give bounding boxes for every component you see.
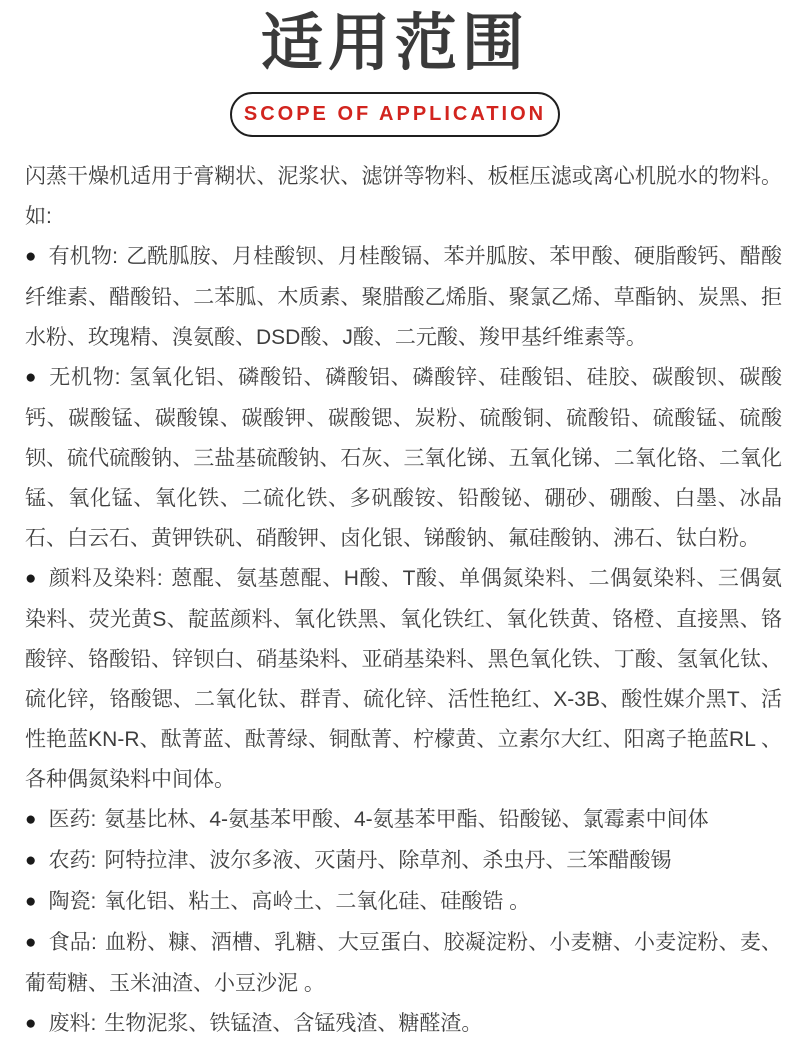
category-items: 阿特拉津、波尔多液、灭菌丹、除草剂、杀虫丹、三笨醋酸锡 <box>104 849 672 872</box>
bullet-icon: ● <box>25 850 37 871</box>
bullet-icon: ● <box>25 367 38 388</box>
category-row-inorganic <box>25 358 782 559</box>
category-items: 乙酰胍胺、月桂酸钡、月桂酸镉、苯并胍胺、苯甲酸、硬脂酸钙、醋酸纤维素、醋酸铅、二苯胍、木质素、聚腊酸乙烯脂、聚氯乙烯、草酯钠、炭黑、拒水粉、玫瑰精、溴氨酸、DSD酸、J酸、二元酸、羧甲基纤维素等。 <box>25 245 782 349</box>
category-row-pesticide <box>25 841 782 882</box>
category-label: 颜料及染料: <box>49 567 163 590</box>
category-row-organic <box>25 237 782 358</box>
category-row-pigments-dyes <box>25 559 782 800</box>
category-row-food <box>25 923 782 1004</box>
category-label: 陶瓷: <box>48 890 97 913</box>
body-text <box>25 157 782 1045</box>
page-title: 适用范围 <box>260 9 529 78</box>
category-items: 生物泥浆、铁锰渣、含锰残渣、糖醛渣。 <box>104 1012 483 1035</box>
category-items: 蒽醌、氨基蒽醌、H酸、T酸、单偶氮染料、二偶氨染料、三偶氨染料、荧光黄S、靛蓝颜料、氧化铁黑、氧化铁红、氧化铁黄、铬橙、直接黑、铬酸锌、铬酸铅、锌钡白、硝基染料、亚硝基染料、黑色氧化铁、丁酸、氢氧化钛、硫化锌，铬酸锶、二氧化钛、群青、硫化锌、活性艳红、X-3B、酸性媒介黑T、活性艳蓝KN-R、酞菁蓝、酞菁绿、铜酞菁、柠檬黄、立素尔大红、阳离子艳蓝RL 、各种偶氮染料中间体。 <box>25 567 782 791</box>
bullet-icon: ● <box>25 246 37 267</box>
bullet-icon: ● <box>25 809 37 830</box>
category-items: 氨基比林、4-氨基苯甲酸、4-氨基苯甲酯、铅酸铋、氯霉素中间体 <box>104 808 709 831</box>
bullet-icon: ● <box>25 891 37 912</box>
category-row-ceramics <box>25 882 782 923</box>
subtitle-banner <box>230 92 560 137</box>
category-items: 氧化铝、粘土、高岭土、二氧化硅、硅酸锆 。 <box>104 890 531 913</box>
category-label: 废料: <box>48 1012 97 1035</box>
category-label: 无机物: <box>49 366 121 389</box>
intro-paragraph: 闪蒸干燥机适用于膏糊状、泥浆状、滤饼等物料、板框压滤或离心机脱水的物料。如: <box>25 165 782 228</box>
category-items: 血粉、糠、酒槽、乳糖、大豆蛋白、胶凝淀粉、小麦糖、小麦淀粉、麦、葡萄糖、玉米油渣、小豆沙泥 。 <box>25 931 782 995</box>
subtitle-text: SCOPE OF APPLICATION <box>243 103 547 125</box>
category-row-medicine <box>25 800 782 841</box>
category-row-waste <box>25 1004 782 1045</box>
scope-of-application-page <box>0 6 790 1035</box>
category-label: 医药: <box>48 808 97 831</box>
category-label: 食品: <box>48 931 97 954</box>
bullet-icon: ● <box>25 1013 37 1034</box>
bullet-icon: ● <box>25 568 38 589</box>
bullet-icon: ● <box>25 932 37 953</box>
category-label: 有机物: <box>48 245 118 268</box>
category-items: 氢氧化铝、磷酸铅、磷酸铝、磷酸锌、硅酸铝、硅胶、碳酸钡、碳酸钙、碳酸锰、碳酸镍、碳酸钾、碳酸锶、炭粉、硫酸铜、硫酸铅、硫酸锰、硫酸钡、硫代硫酸钠、三盐基硫酸钠、石灰、三氧化锑、五氧化锑、二氧化铬、二氧化锰、氧化锰、氧化铁、二硫化铁、多矾酸铵、铅酸铋、硼砂、硼酸、白墨、冰晶石、白云石、黄钾铁矾、硝酸钾、卤化银、锑酸钠、氟硅酸钠、沸石、钛白粉。 <box>25 366 783 550</box>
category-label: 农药: <box>48 849 97 872</box>
